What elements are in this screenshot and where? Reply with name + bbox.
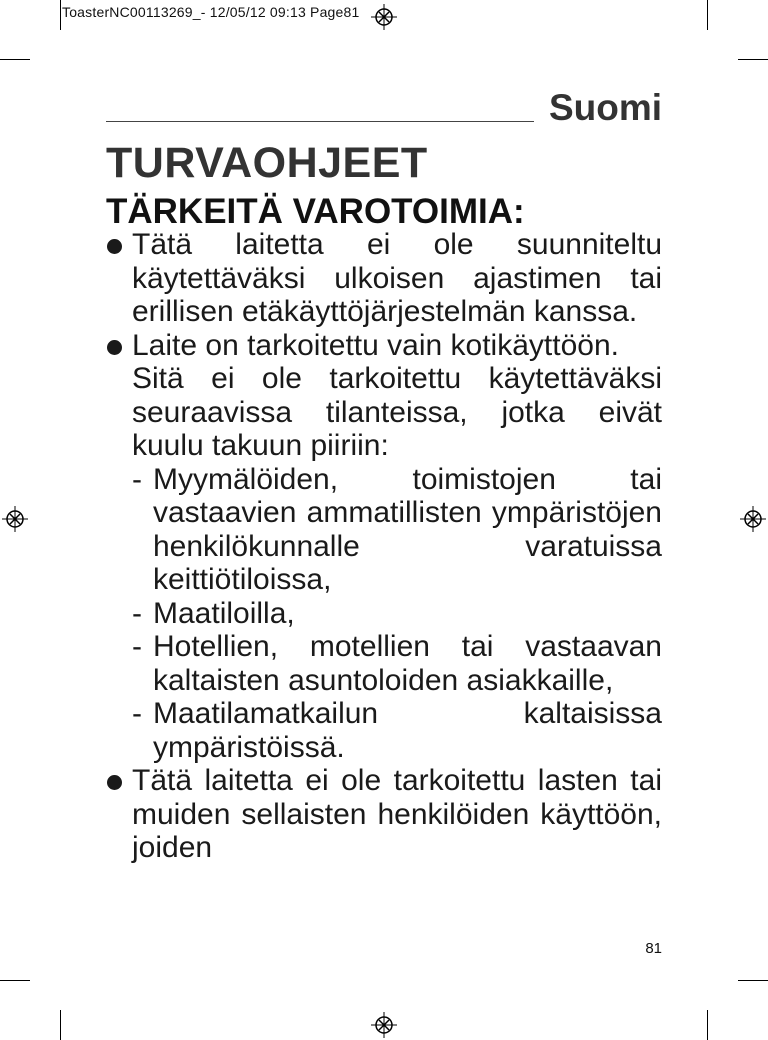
safety-instructions	[106, 228, 662, 865]
dash-marker: -	[132, 596, 142, 630]
section-subtitle: TÄRKEITÄ VAROTOIMIA:	[106, 192, 525, 231]
dash-marker: -	[132, 697, 142, 730]
crop-mark-top-right-v	[707, 0, 708, 30]
registration-mark-right-icon	[740, 506, 766, 532]
registration-mark-top-icon	[371, 4, 397, 30]
dash-item-text: Maatiloilla,	[153, 596, 295, 630]
dash-marker: -	[132, 630, 142, 663]
dash-item	[106, 597, 662, 631]
crop-mark-top-left-h	[0, 59, 30, 60]
dash-marker: -	[132, 462, 142, 496]
dash-item-text: Maatilamatkailun kaltaisissa ympäristöissä.	[153, 697, 662, 764]
crop-mark-bottom-right-h	[738, 980, 768, 981]
crop-mark-bottom-left-v	[60, 1010, 61, 1040]
print-slug: ToasterNC00113269_- 12/05/12 09:13 Page81	[62, 4, 360, 20]
dash-item	[106, 463, 662, 597]
dash-item	[106, 697, 662, 764]
page-number: 81	[645, 940, 662, 957]
bullet-item-household-use: Laite on tarkoitettu vain kotikäyttöön.	[106, 329, 662, 363]
page-title: TURVAOHJEET	[106, 139, 428, 187]
crop-mark-top-left-v	[60, 0, 61, 30]
dash-item-text: Myymälöiden, toimistojen tai vastaavien ammatillisten ympäristöjen henkilökunnalle varatuissa keittiötiloissa,	[153, 462, 662, 596]
household-use-note: Sitä ei ole tarkoitettu käytettäväksi seuraavissa tilanteissa, jotka eivät kuulu takuun piiriin:	[132, 362, 662, 462]
crop-mark-bottom-right-v	[707, 1010, 708, 1040]
registration-mark-left-icon	[2, 506, 28, 532]
language-header	[106, 88, 662, 128]
crop-mark-bottom-left-h	[0, 980, 30, 981]
dash-item-text: Hotellien, motellien tai vastaavan kaltaisten asuntoloiden asiakkaille,	[153, 630, 662, 697]
bullet-item-timer: Tätä laitetta ei ole suunniteltu käytettäväksi ulkoisen ajastimen tai erillisen etäkäyttöjärjestelmän kanssa.	[106, 228, 662, 329]
dash-item	[106, 630, 662, 697]
bullet-item-children: Tätä laitetta ei ole tarkoitettu lasten tai muiden sellaisten henkilöiden käyttöön, joiden	[106, 764, 662, 865]
header-rule	[106, 121, 534, 122]
registration-mark-bottom-icon	[371, 1012, 397, 1038]
crop-mark-top-right-h	[738, 59, 768, 60]
language-label: Suomi	[548, 87, 662, 128]
